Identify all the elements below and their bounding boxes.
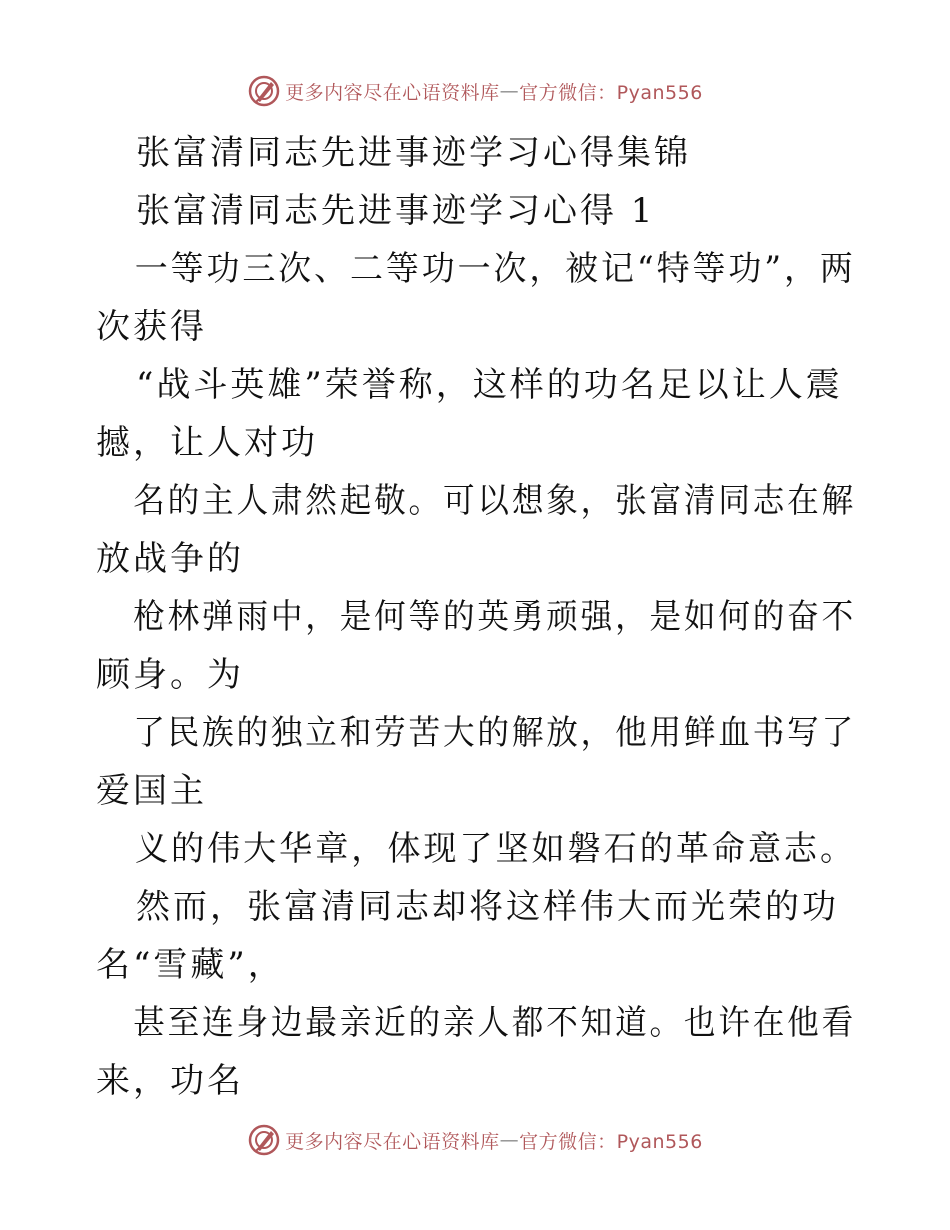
footer-banner	[0, 1120, 950, 1160]
banner-wechat: 官方微信：Pyan556	[519, 81, 703, 104]
paragraph-line: 一等功三次、二等功一次，被记“特等功”，两	[134, 249, 856, 289]
banner-dash: —	[499, 80, 520, 102]
header-banner	[0, 71, 950, 111]
paragraph-line: “战斗英雄”荣誉称，这样的功名足以让人震	[136, 365, 843, 405]
paragraph-line: 名的主人肃然起敬。可以想象，张富清同志在解	[133, 481, 857, 521]
banner-title: 更多内容尽在心语资料库	[285, 81, 500, 104]
paragraph-line: 枪林弹雨中，是何等的英勇顽强，是如何的奋不	[133, 597, 857, 637]
paragraph-line: 次获得	[96, 307, 207, 347]
banner-title: 更多内容尽在心语资料库	[285, 1130, 500, 1153]
paragraph-line: 甚至连身边最亲近的亲人都不知道。也许在他看	[133, 1003, 857, 1043]
paragraph-line: 义的伟大华章，体现了坚如磐石的革命意志。	[134, 829, 856, 869]
paragraph-line: 来，功名	[96, 1061, 244, 1101]
paragraph-line: 爱国主	[96, 771, 207, 811]
paragraph-line: 撼，让人对功	[96, 423, 318, 463]
section-heading: 张富清同志先进事迹学习心得 1	[136, 191, 656, 231]
paragraph-line: 了民族的独立和劳苦大的解放，他用鲜血书写了	[133, 713, 857, 753]
paragraph-line: 然而，张富清同志却将这样伟大而光荣的功	[136, 887, 839, 927]
document-title: 张富清同志先进事迹学习心得集锦	[136, 133, 691, 173]
document-body	[96, 124, 856, 1110]
banner-dash: —	[499, 1129, 520, 1151]
quill-logo-icon	[247, 74, 281, 108]
quill-logo-icon	[247, 1123, 281, 1157]
banner-wechat: 官方微信：Pyan556	[519, 1130, 703, 1153]
paragraph-line: 放战争的	[96, 539, 244, 579]
paragraph-line: 顾身。为	[96, 655, 244, 695]
paragraph-line: 名“雪藏”，	[96, 945, 285, 985]
